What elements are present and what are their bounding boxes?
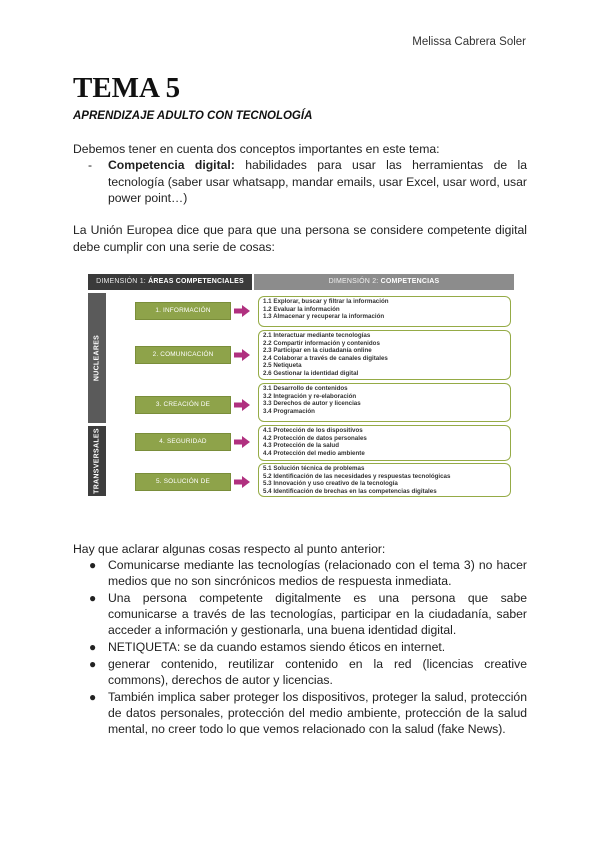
competency-item: 4.2 Protección de datos personales (263, 434, 367, 442)
arrow-right-icon (234, 436, 250, 448)
competency-item: 3.4 Programación (263, 407, 315, 415)
group-nucleares (88, 293, 106, 423)
competency-item: 2.3 Participar en la ciudadanía online (263, 347, 372, 354)
definition-text (108, 157, 527, 207)
group-transversales (88, 426, 106, 496)
dimension-1-prefix: DIMENSIÓN 1: (96, 278, 149, 285)
definition-item (88, 157, 527, 207)
competency-item: 3.3 Derechos de autor y licencias (263, 400, 361, 407)
dash-marker: - (88, 158, 93, 172)
definition-body: habilidades para usar las herramientas de la tecnología (saber usar whatsapp, mandar emails, usar Excel, usar word, usar power point…) (108, 158, 528, 205)
competency-item: 2.6 Gestionar la identidad digital (263, 369, 359, 377)
competency-item: 2.1 Interactuar mediante tecnologías (263, 332, 371, 339)
dimension-2-title: COMPETENCIAS (380, 278, 440, 285)
competency-item: 5.2 Identificación de las necesidades y respuestas tecnológicas (263, 472, 451, 480)
competency-item: 4.1 Protección de los dispositivos (263, 427, 363, 434)
list-item (88, 557, 527, 589)
competencies-solucion-problemas (258, 463, 511, 497)
intro-paragraph: Debemos tener en cuenta dos conceptos importantes en este tema: (73, 142, 440, 156)
arrow-right-icon (234, 476, 250, 488)
area-seguridad: 4. SEGURIDAD (136, 434, 230, 450)
list-item-text: Comunicarse mediante las tecnologías (relacionado con el tema 3) no hacer medios que no son sincrónicos medios de respuesta inmediata. (108, 558, 527, 589)
competency-item: 3.2 Integración y re-elaboración (263, 392, 357, 400)
page-subtitle: APRENDIZAJE ADULTO CON TECNOLOGÍA (73, 110, 313, 122)
list-item (88, 656, 527, 688)
competency-item: 3.1 Desarrollo de contenidos (263, 385, 348, 392)
bullet-icon: ● (89, 590, 97, 605)
group-transversales-label: TRANSVERSALES (93, 428, 101, 494)
dimension-1-header (88, 274, 252, 290)
definition-term: Competencia digital: (108, 158, 235, 172)
bullet-icon: ● (89, 558, 97, 572)
eu-paragraph: La Unión Europea dice que para que una persona se considere competente digital debe cumplir con una serie de cosas: (73, 223, 527, 254)
group-nucleares-label: NUCLEARES (93, 334, 101, 382)
competencies-diagram (88, 274, 514, 501)
competencies-informacion (258, 296, 511, 327)
list-item-text: Una persona competente digitalmente es una persona que sabe comunicarse a través de las tecnologías, participar en la ciudadanía, saber acceder a información y gestionarla, una buena identidad digital. (108, 590, 527, 638)
arrow-right-icon (234, 305, 250, 317)
author-name: Melissa Cabrera Soler (412, 36, 526, 48)
competency-item: 4.3 Protección de la salud (263, 442, 339, 449)
competency-item: 5.1 Solución técnica de problemas (263, 465, 365, 472)
bullet-icon: ● (89, 640, 97, 655)
competency-item: 1.1 Explorar, buscar y filtrar la información (263, 298, 389, 305)
bullet-icon: ● (89, 689, 97, 704)
list-item-text: También implica saber proteger los dispositivos, proteger la salud, protección de datos personales, protección del medio ambiente, protección de la salud mental, no creer todo lo que vemos relacionado con la salud (fake News). (108, 689, 527, 737)
competency-item: 2.5 Netiqueta (263, 362, 302, 369)
list-item (88, 590, 527, 639)
competency-item: 4.4 Protección del medio ambiente (263, 449, 365, 457)
bullet-list (88, 557, 527, 738)
area-informacion: 1. INFORMACIÓN (136, 303, 230, 319)
competency-item: 1.2 Evaluar la información (263, 305, 340, 313)
competencies-creacion-contenido (258, 383, 511, 422)
area-comunicacion: 2. COMUNICACIÓN (136, 347, 230, 363)
arrow-right-icon (234, 399, 250, 411)
area-creacion-contenido: 3. CREACIÓN DE CONTENIDO (136, 397, 230, 413)
competency-item: 1.3 Almacenar y recuperar la información (263, 313, 385, 320)
competencies-comunicacion (258, 330, 511, 380)
competency-item: 2.4 Colaborar a través de canales digitales (263, 354, 388, 362)
page-title: TEMA 5 (73, 72, 181, 104)
competency-item: 5.4 Identificación de brechas en las competencias digitales (263, 487, 437, 495)
competency-item: 5.3 Innovación y uso creativo de la tecnología (263, 480, 398, 487)
area-solucion-problemas: 5. SOLUCIÓN DE PROBLEMAS (136, 474, 230, 490)
bullet-icon: ● (89, 656, 97, 671)
list-item (88, 689, 527, 738)
arrow-right-icon (234, 349, 250, 361)
list-item-text: generar contenido, reutilizar contenido en la red (licencias creative commons), derechos de autor y licencias. (108, 656, 527, 687)
list-item-text: NETIQUETA: se da cuando estamos siendo éticos en internet. (108, 640, 446, 655)
dimension-2-prefix: DIMENSIÓN 2: (328, 278, 381, 285)
bullets-intro: Hay que aclarar algunas cosas respecto al punto anterior: (73, 542, 386, 556)
list-item (88, 639, 527, 655)
dimension-1-title: ÁREAS COMPETENCIALES (148, 278, 244, 285)
competencies-seguridad (258, 425, 511, 461)
dimension-2-header (254, 274, 514, 290)
competency-item: 2.2 Compartir información y contenidos (263, 339, 380, 347)
